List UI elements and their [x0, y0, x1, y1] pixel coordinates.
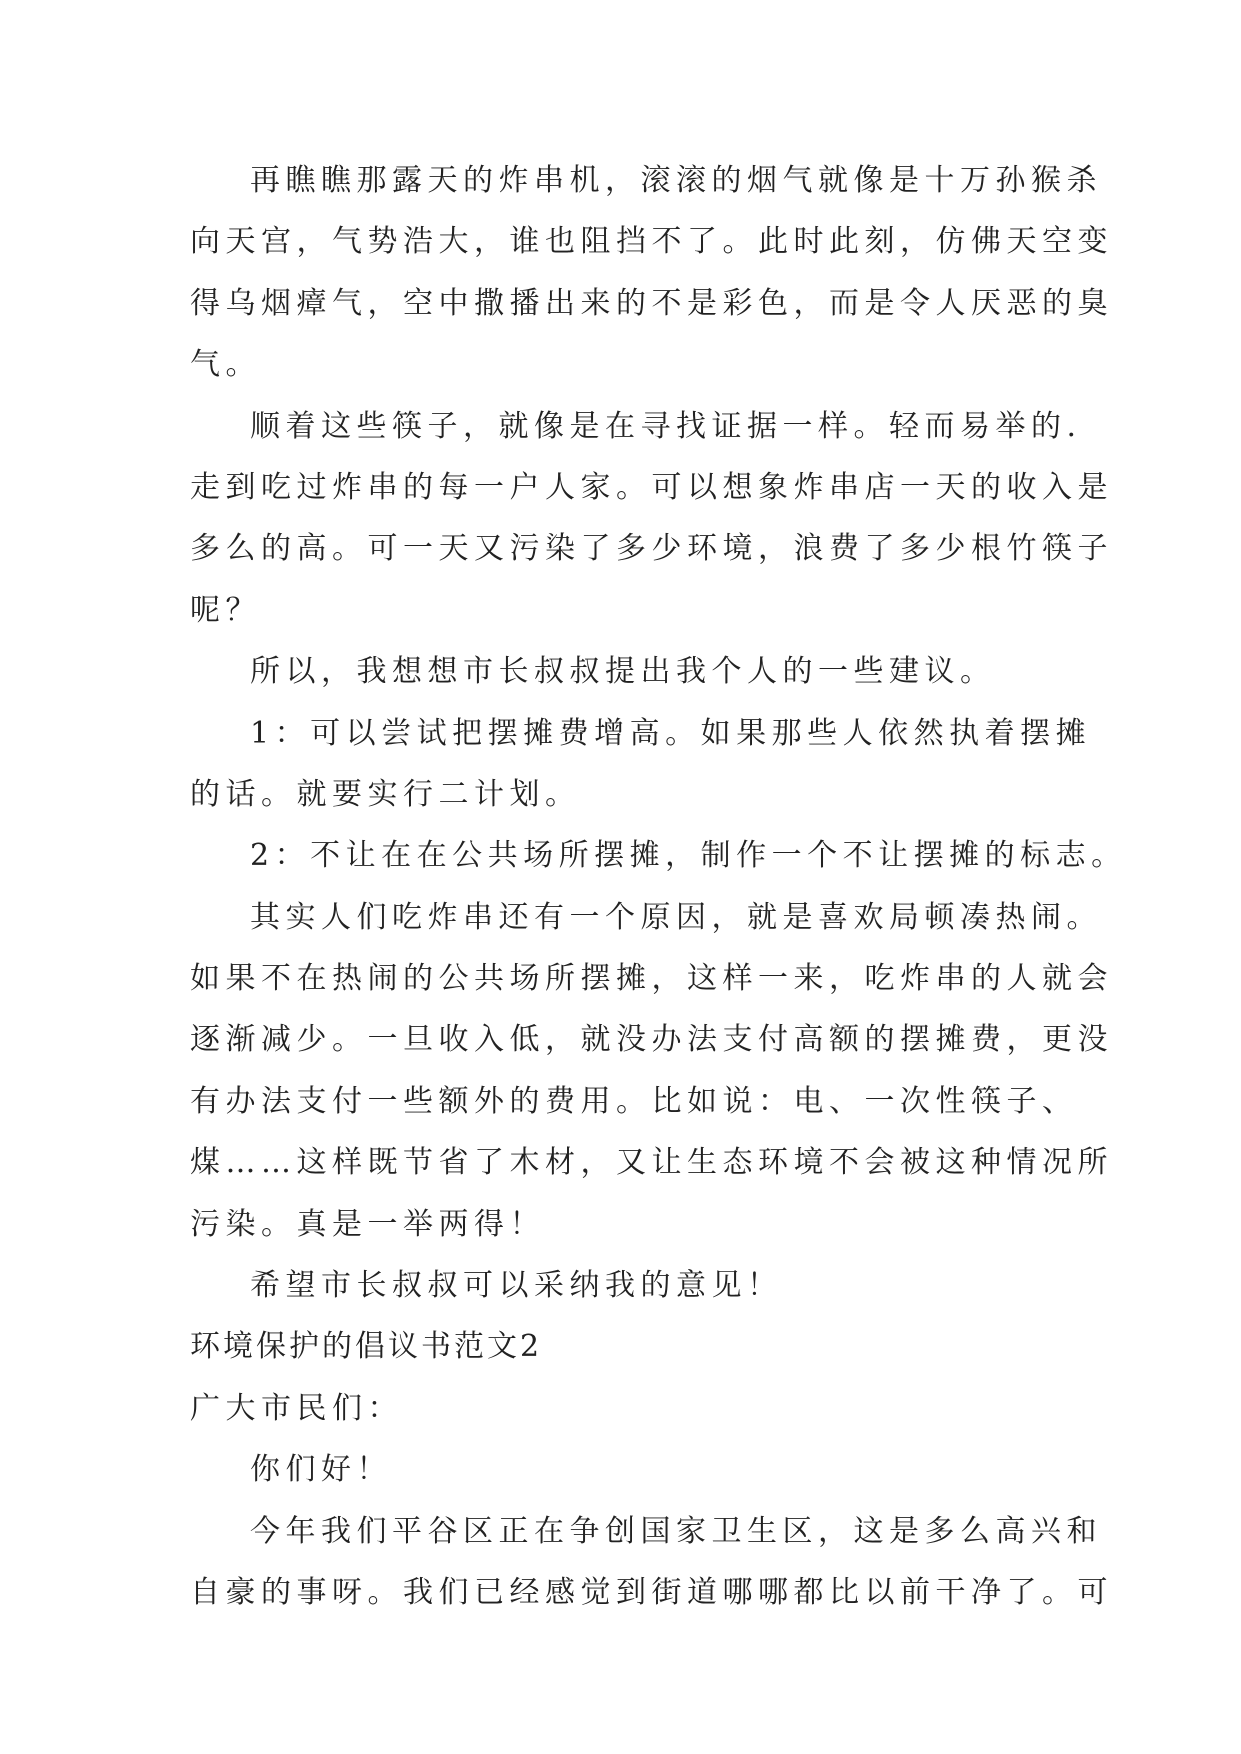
paragraph-line: 其实人们吃炸串还有一个原因，就是喜欢局顿凑热闹。 [250, 899, 1102, 935]
paragraph-line: 有办法支付一些额外的费用。比如说：电、一次性筷子、 [190, 1083, 1078, 1119]
paragraph-line: 气。 [190, 347, 261, 383]
paragraph-line: 今年我们平谷区正在争创国家卫生区，这是多么高兴和 [250, 1513, 1102, 1549]
paragraph-line: 希望市长叔叔可以采纳我的意见！ [250, 1268, 783, 1304]
paragraph-line: 顺着这些筷子，就像是在寻找证据一样。轻而易举的. [250, 408, 1082, 444]
greeting: 你们好！ [250, 1452, 392, 1488]
paragraph-line: 2：不让在在公共场所摆摊，制作一个不让摆摊的标志。 [250, 838, 1127, 874]
paragraph-line: 污染。真是一举两得！ [190, 1206, 545, 1242]
paragraph-line: 1：可以尝试把摆摊费增高。如果那些人依然执着摆摊 [250, 715, 1092, 751]
paragraph-line: 自豪的事呀。我们已经感觉到街道哪哪都比以前干净了。可 [190, 1574, 1113, 1610]
paragraph-line: 所以，我想想市长叔叔提出我个人的一些建议。 [250, 654, 996, 690]
paragraph-line: 走到吃过炸串的每一户人家。可以想象炸串店一天的收入是 [190, 469, 1113, 505]
paragraph-line: 呢？ [190, 592, 261, 628]
paragraph-line: 再瞧瞧那露天的炸串机，滚滚的烟气就像是十万孙猴杀 [250, 163, 1102, 198]
paragraph-line: 如果不在热闹的公共场所摆摊，这样一来，吃炸串的人就会 [190, 961, 1113, 997]
salutation: 广大市民们： [190, 1390, 403, 1426]
section-heading: 环境保护的倡议书范文2 [190, 1329, 543, 1365]
paragraph-line: 向天宫，气势浩大，谁也阻挡不了。此时此刻，仿佛天空变 [190, 224, 1113, 260]
paragraph-line: 多么的高。可一天又污染了多少环境，浪费了多少根竹筷子 [190, 531, 1113, 567]
paragraph-line: 的话。就要实行二计划。 [190, 776, 581, 812]
paragraph-line: 逐渐减少。一旦收入低，就没办法支付高额的摆摊费，更没 [190, 1022, 1113, 1058]
paragraph-line: 得乌烟瘴气，空中撒播出来的不是彩色，而是令人厌恶的臭 [190, 285, 1113, 321]
paragraph-line: 煤……这样既节省了木材，又让生态环境不会被这种情况所 [190, 1145, 1113, 1181]
document-body [190, 150, 1127, 1623]
